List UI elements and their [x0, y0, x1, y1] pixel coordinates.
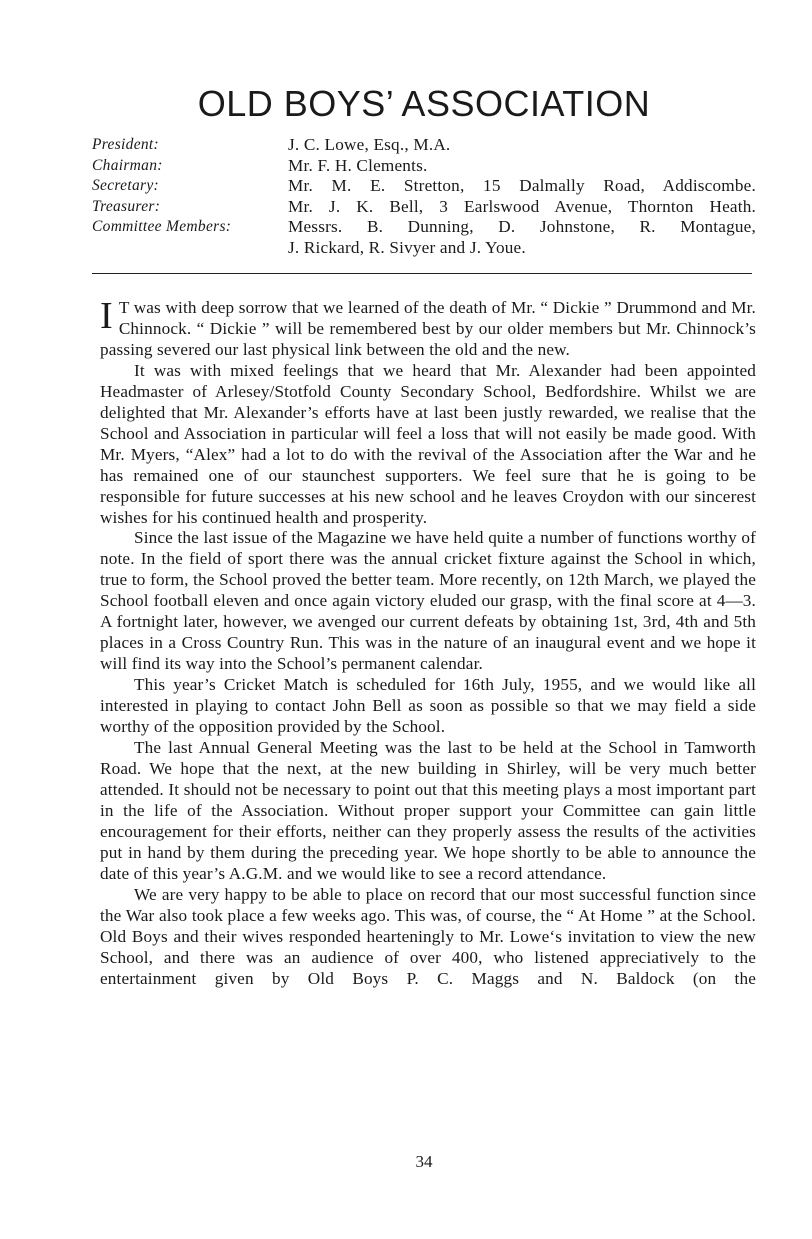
officer-role: Chairman: — [92, 156, 163, 174]
officer-row-treasurer — [92, 197, 756, 218]
officer-name: Messrs. B. Dunning, D. Johnstone, R. Montague, — [288, 217, 756, 237]
officer-row-president — [92, 135, 756, 156]
article-body — [100, 295, 756, 989]
page-number: 34 — [415, 1152, 433, 1171]
article-paragraph: The last Annual General Meeting was the last to be held at the School in Tamworth Road. We hope that the next, at the new building in Shirley, will be very much better attended. It should not be necessary to point out that this meeting plays a most important part in the life of the Association. Without proper support your Committee can gain little encouragement for their efforts, neither can they properly assess the results of the activities put in hand by them during the preceding year. We hope shortly to be able to announce the date of this year’s A.G.M. and we would like to see a record attendance. — [100, 738, 756, 883]
article-paragraph: Since the last issue of the Magazine we have held quite a number of functions worthy of note. In the field of sport there was the annual cricket fixture against the School in which, true to form, the School proved the better team. More recently, on 12th March, we played the School football eleven and once again victory eluded our grasp, with the final score at 4—3. A fortnight later, however, we avenged our current defeats by obtaining 1st, 3rd, 4th and 5th places in a Cross Country Run. This was in the nature of an inaugural event and we hope it will find its way into the School’s permanent calendar. — [100, 528, 756, 674]
officer-row-chairman — [92, 156, 756, 177]
article-paragraph: This year’s Cricket Match is scheduled for 16th July, 1955, and we would like all interested in playing to contact John Bell as soon as possible so that we may field a side worthy of the opposition provided by the School. — [100, 675, 756, 737]
officer-role: President: — [92, 136, 159, 153]
officer-role: Committee Members: — [92, 218, 232, 236]
page-title: OLD BOYS’ ASSOCIATION — [197, 83, 651, 124]
officers-list — [92, 135, 756, 259]
officer-role: Treasurer: — [92, 197, 161, 215]
officer-row-committee-cont — [92, 238, 756, 259]
officer-name: Mr. F. H. Clements. — [288, 155, 428, 175]
officer-name: Mr. M. E. Stretton, 15 Dalmally Road, Addiscombe. — [288, 176, 756, 196]
article-paragraph: We are very happy to be able to place on record that our most successful function since the War also took place a few weeks ago. This was, of course, the “ At Home ” at the School. Old Boys and their wives responded hearteningly to Mr. Lowe‘s invitation to view the new School, and there was an audience of over 400, who listened appreciatively to the entertainment given by Old Boys P. C. Maggs and N. Baldock (on the — [100, 884, 756, 988]
officer-row-secretary — [92, 176, 756, 197]
drop-cap: I — [100, 295, 113, 337]
officer-row-committee — [92, 217, 756, 238]
article-paragraph: It was with mixed feelings that we heard that Mr. Alexander had been appointed Headmaster of Arlesey/Stotfold County Secondary School, Bedfordshire. Whilst we are delighted that Mr. Alexander’s efforts have at last been justly rewarded, we realise that the School and Association in particular will feel a loss that will not easily be made good. With Mr. Myers, “Alex” had a lot to do with the revival of the Association after the War and he has remained one of our staunchest supporters. We feel sure that he is going to be responsible for future successes at his new school and he leaves Croydon with our sincerest wishes for his continued health and prosperity. — [100, 360, 756, 527]
section-divider — [92, 273, 752, 274]
officer-name: J. C. Lowe, Esq., M.A. — [288, 135, 451, 154]
paragraph-text: T was with deep sorrow that we learned of the death of Mr. “ Dickie ” Drummond and Mr. Chinnock. “ Dickie ” will be remembered best by our older members but Mr. Chinnock’s passing severed our last physical link between the old and the new. — [100, 298, 756, 359]
officer-name-continued: J. Rickard, R. Sivyer and J. Youe. — [288, 237, 526, 257]
article-paragraph — [100, 295, 756, 361]
officer-role: Secretary: — [92, 177, 159, 195]
officer-name: Mr. J. K. Bell, 3 Earlswood Avenue, Thornton Heath. — [288, 196, 756, 216]
document-page — [92, 0, 756, 1239]
